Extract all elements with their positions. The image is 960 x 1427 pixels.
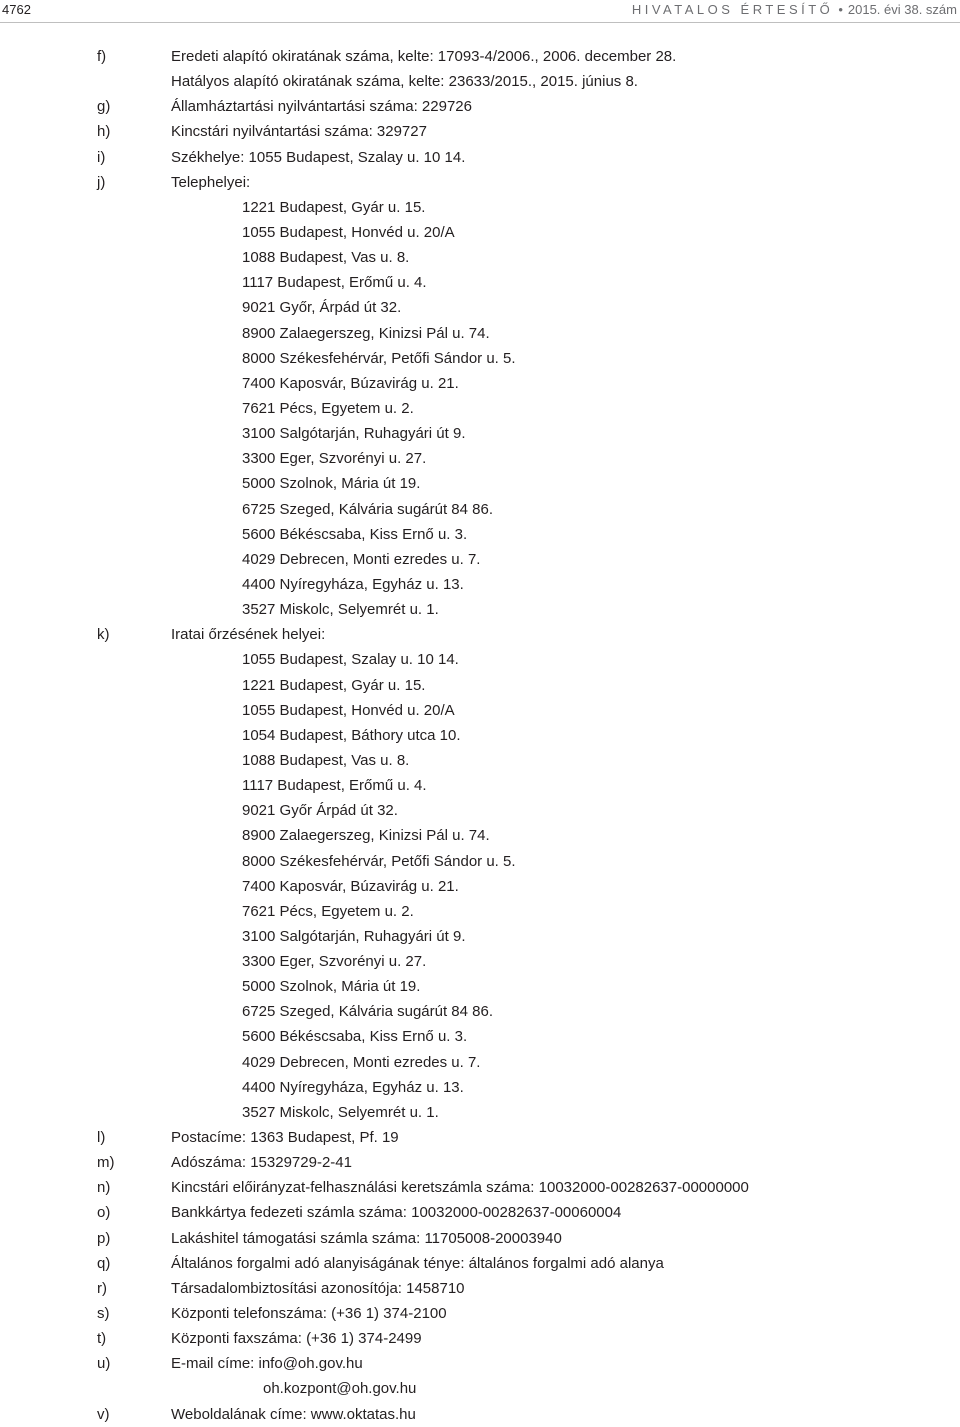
address-line xyxy=(0,1024,960,1049)
list-item xyxy=(0,1326,960,1351)
item-text: 6725 Szeged, Kálvária sugárút 84 86. xyxy=(242,500,494,518)
address-line xyxy=(0,1050,960,1075)
address-line xyxy=(0,999,960,1024)
address-line xyxy=(0,295,960,320)
list-item xyxy=(0,119,960,144)
address-line xyxy=(0,471,960,496)
item-text: E-mail címe: info@oh.gov.hu xyxy=(171,1355,363,1373)
item-text: Államháztartási nyilvántartási száma: 229726 xyxy=(171,98,472,116)
item-label: n) xyxy=(97,1179,111,1197)
address-line xyxy=(0,874,960,899)
address-line xyxy=(0,974,960,999)
item-text: 4400 Nyíregyháza, Egyház u. 13. xyxy=(242,1078,464,1096)
item-text: 7621 Pécs, Egyetem u. 2. xyxy=(242,399,414,417)
item-text: Társadalombiztosítási azonosítója: 1458710 xyxy=(171,1279,465,1297)
item-text: 3527 Miskolc, Selyemrét u. 1. xyxy=(242,1103,439,1121)
address-line xyxy=(0,396,960,421)
item-label: v) xyxy=(97,1405,110,1423)
item-label: p) xyxy=(97,1229,111,1247)
item-label: q) xyxy=(97,1254,111,1272)
item-text: Általános forgalmi adó alanyiságának ténye: általános forgalmi adó alanya xyxy=(171,1254,664,1272)
item-text: 7400 Kaposvár, Búzavirág u. 21. xyxy=(242,877,459,895)
item-text: Kincstári előirányzat-felhasználási keretszámla száma: 10032000-00282637-00000000 xyxy=(171,1179,749,1197)
item-text: 1055 Budapest, Szalay u. 10 14. xyxy=(242,651,459,669)
item-label: h) xyxy=(97,123,111,141)
item-text: Iratai őrzésének helyei: xyxy=(171,626,326,644)
item-label: g) xyxy=(97,98,111,116)
address-line xyxy=(0,823,960,848)
list-item xyxy=(0,94,960,119)
item-text: 8900 Zalaegerszeg, Kinizsi Pál u. 74. xyxy=(242,827,490,845)
item-text: 8900 Zalaegerszeg, Kinizsi Pál u. 74. xyxy=(242,324,490,342)
item-label: l) xyxy=(97,1129,106,1147)
item-text: 9021 Győr Árpád út 32. xyxy=(242,802,398,820)
address-line xyxy=(0,421,960,446)
item-text: Weboldalának címe: www.oktatas.hu xyxy=(171,1405,416,1423)
list-item xyxy=(0,1200,960,1225)
address-line xyxy=(0,899,960,924)
address-line xyxy=(0,723,960,748)
item-text: 1054 Budapest, Báthory utca 10. xyxy=(242,726,461,744)
item-text: 3100 Salgótarján, Ruhagyári út 9. xyxy=(242,927,466,945)
item-label: o) xyxy=(97,1204,111,1222)
item-text: 5600 Békéscsaba, Kiss Ernő u. 3. xyxy=(242,1028,468,1046)
address-line xyxy=(0,220,960,245)
list-item xyxy=(0,1125,960,1150)
list-item xyxy=(0,1276,960,1301)
item-text: 5000 Szolnok, Mária út 19. xyxy=(242,475,421,493)
list-item xyxy=(0,1402,960,1427)
document-body xyxy=(0,44,960,1427)
item-text: 1088 Budapest, Vas u. 8. xyxy=(242,751,410,769)
address-line xyxy=(0,924,960,949)
item-text: 1055 Budapest, Honvéd u. 20/A xyxy=(242,701,455,719)
list-item xyxy=(0,1150,960,1175)
item-label: s) xyxy=(97,1305,110,1323)
item-text: 1221 Budapest, Gyár u. 15. xyxy=(242,676,426,694)
address-line xyxy=(0,1075,960,1100)
item-label: k) xyxy=(97,626,110,644)
item-text: 8000 Székesfehérvár, Petőfi Sándor u. 5. xyxy=(242,852,516,870)
item-text: Központi faxszáma: (+36 1) 374-2499 xyxy=(171,1330,422,1348)
item-text: 4029 Debrecen, Monti ezredes u. 7. xyxy=(242,1053,481,1071)
list-item xyxy=(0,1175,960,1200)
item-label: j) xyxy=(97,173,106,191)
item-text: oh.kozpont@oh.gov.hu xyxy=(263,1380,417,1398)
item-text: 7400 Kaposvár, Búzavirág u. 21. xyxy=(242,374,459,392)
address-line xyxy=(0,949,960,974)
list-item xyxy=(0,622,960,647)
address-line xyxy=(0,522,960,547)
list-item xyxy=(0,44,960,69)
item-text: 4029 Debrecen, Monti ezredes u. 7. xyxy=(242,550,481,568)
running-header xyxy=(0,0,960,20)
item-text: Központi telefonszáma: (+36 1) 374-2100 xyxy=(171,1305,447,1323)
item-label: f) xyxy=(97,48,107,65)
separator-dot: • xyxy=(838,2,843,17)
item-text: 1117 Budapest, Erőmű u. 4. xyxy=(242,777,427,795)
item-text: 5000 Szolnok, Mária út 19. xyxy=(242,978,421,996)
item-label: t) xyxy=(97,1330,107,1348)
item-text: 3527 Miskolc, Selyemrét u. 1. xyxy=(242,601,439,619)
list-item xyxy=(0,1351,960,1376)
address-line xyxy=(0,597,960,622)
address-line xyxy=(0,698,960,723)
item-text: 1117 Budapest, Erőmű u. 4. xyxy=(242,274,427,292)
item-text: Telephelyei: xyxy=(171,173,251,191)
address-line xyxy=(0,572,960,597)
issue-label: 2015. évi 38. szám xyxy=(847,2,957,17)
item-text: 3100 Salgótarján, Ruhagyári út 9. xyxy=(242,425,466,443)
list-item xyxy=(0,1251,960,1276)
list-item xyxy=(0,1226,960,1251)
item-text: Adószáma: 15329729-2-41 xyxy=(171,1154,352,1172)
item-text: 9021 Győr, Árpád út 32. xyxy=(242,299,402,317)
address-line xyxy=(0,1100,960,1125)
item-text: Hatályos alapító okiratának száma, kelte: 23633/2015., 2015. június 8. xyxy=(171,73,638,91)
address-line xyxy=(0,195,960,220)
item-text: 3300 Eger, Szvorényi u. 27. xyxy=(242,450,427,468)
item-label: r) xyxy=(97,1279,107,1297)
list-item xyxy=(0,1301,960,1326)
list-item xyxy=(0,69,960,94)
address-line xyxy=(0,346,960,371)
address-line xyxy=(0,446,960,471)
item-text: 1221 Budapest, Gyár u. 15. xyxy=(242,198,426,216)
list-item xyxy=(0,170,960,195)
address-line xyxy=(0,798,960,823)
address-line xyxy=(0,245,960,270)
address-line xyxy=(0,321,960,346)
header-rule xyxy=(0,22,960,23)
list-item xyxy=(0,1376,960,1401)
address-line xyxy=(0,497,960,522)
address-line xyxy=(0,849,960,874)
item-text: Postacíme: 1363 Budapest, Pf. 19 xyxy=(171,1129,399,1147)
item-text: 6725 Szeged, Kálvária sugárút 84 86. xyxy=(242,1003,494,1021)
item-text: 7621 Pécs, Egyetem u. 2. xyxy=(242,902,414,920)
running-head xyxy=(632,0,957,20)
item-label: i) xyxy=(97,148,106,166)
address-line xyxy=(0,270,960,295)
address-line xyxy=(0,773,960,798)
list-item xyxy=(0,145,960,170)
item-label: m) xyxy=(97,1154,115,1172)
address-line xyxy=(0,371,960,396)
item-text: Kincstári nyilvántartási száma: 329727 xyxy=(171,123,427,141)
item-text: 1055 Budapest, Honvéd u. 20/A xyxy=(242,223,455,241)
item-text: 1088 Budapest, Vas u. 8. xyxy=(242,249,410,267)
address-line xyxy=(0,748,960,773)
item-text: Eredeti alapító okiratának száma, kelte: 17093-4/2006., 2006. december 28. xyxy=(171,48,677,65)
item-text: 8000 Székesfehérvár, Petőfi Sándor u. 5. xyxy=(242,349,516,367)
address-line xyxy=(0,647,960,672)
item-text: 5600 Békéscsaba, Kiss Ernő u. 3. xyxy=(242,525,468,543)
address-line xyxy=(0,673,960,698)
page-number: 4762 xyxy=(2,2,31,17)
address-line xyxy=(0,547,960,572)
item-label: u) xyxy=(97,1355,111,1373)
item-text: Bankkártya fedezeti számla száma: 10032000-00282637-00060004 xyxy=(171,1204,622,1222)
item-text: 4400 Nyíregyháza, Egyház u. 13. xyxy=(242,575,464,593)
item-text: Székhelye: 1055 Budapest, Szalay u. 10 14. xyxy=(171,148,466,166)
item-text: 3300 Eger, Szvorényi u. 27. xyxy=(242,953,427,971)
item-text: Lakáshitel támogatási számla száma: 11705008-20003940 xyxy=(171,1229,562,1247)
journal-title: HIVATALOS ÉRTESÍTŐ xyxy=(631,2,834,17)
